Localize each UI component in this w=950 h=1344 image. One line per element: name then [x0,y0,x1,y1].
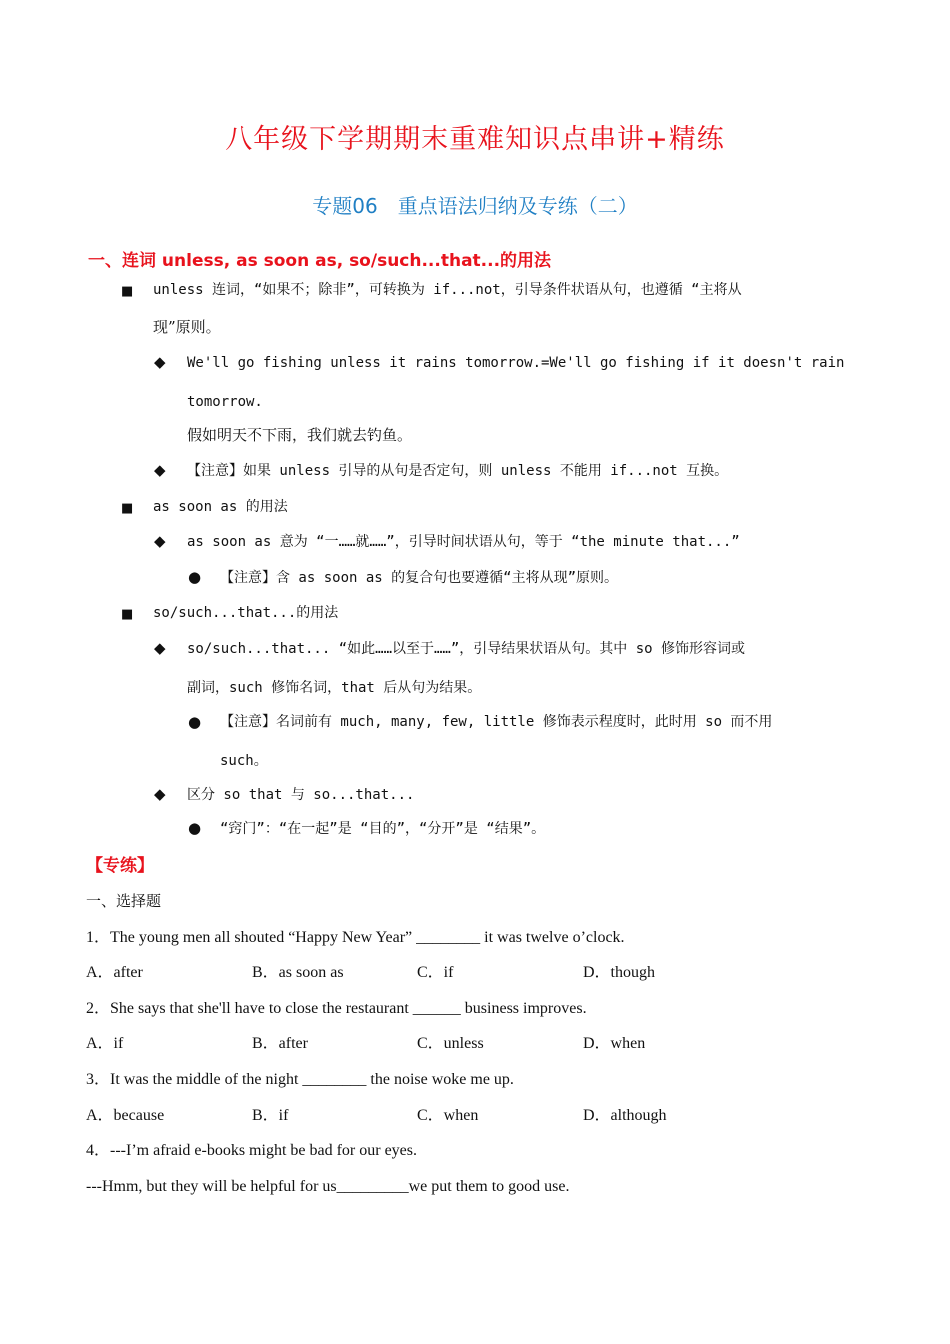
question-3-option-d: D．although [583,1107,667,1124]
unless-example-translation: 假如明天不下雨，我们就去钓鱼。 [187,426,413,444]
unless-example-line1: We'll go fishing unless it rains tomorrow.=We'll go fishing if it doesn't rain [187,355,845,371]
question-1-option-c: C．if [417,964,454,981]
square-bullet-icon: ■ [121,607,134,622]
question-2-option-c: C．unless [417,1035,484,1052]
section-heading: 一、连词 unless, as soon as, so/such...that...的用法 [88,251,552,271]
dot-bullet-icon: ● [188,819,202,837]
as-soon-as-note: 【注意】含 as soon as 的复合句也要遵循“主将从现”原则。 [220,570,619,586]
diamond-bullet-icon: ◆ [154,461,166,479]
question-2-option-b: B．after [252,1035,308,1052]
question-3-option-b: B．if [252,1107,289,1124]
as-soon-as-label: as soon as 的用法 [153,499,288,515]
diamond-bullet-icon: ◆ [154,639,166,657]
question-3-stem: 3．It was the middle of the night ________ the noise woke me up. [86,1071,514,1088]
question-1-stem: 1．The young men all shouted “Happy New Year” ________ it was twelve o’clock. [86,929,625,946]
square-bullet-icon: ■ [121,501,134,516]
question-3-option-a: A．because [86,1107,165,1124]
square-bullet-icon: ■ [121,284,134,299]
question-2-option-a: A．if [86,1035,124,1052]
diamond-bullet-icon: ◆ [154,532,166,550]
so-such-note-line1: 【注意】名词前有 much, many, few, little 修饰表示程度时，此时用 so 而不用 [220,714,773,730]
practice-heading: 【专练】 [86,856,154,876]
unless-note: 【注意】如果 unless 引导的从句是否定句，则 unless 不能用 if...not 互换。 [187,463,729,479]
unless-definition-line2: 现”原则。 [153,318,221,336]
question-1-option-b: B．as soon as [252,964,344,981]
question-3-option-c: C．when [417,1107,479,1124]
so-such-label: so/such...that...的用法 [153,605,339,621]
practice-part-title: 一、选择题 [86,892,162,910]
so-that-tip: “窍门”：“在一起”是 “目的”，“分开”是 “结果”。 [220,821,546,837]
as-soon-as-meaning: as soon as 意为 “一……就……”，引导时间状语从句，等于 “the minute that...” [187,534,740,550]
document-subtitle: 专题06 重点语法归纳及专练（二） [312,194,638,218]
so-that-distinguish: 区分 so that 与 so...that... [187,787,415,803]
question-2-option-d: D．when [583,1035,646,1052]
dot-bullet-icon: ● [188,568,202,586]
question-1-option-a: A．after [86,964,143,981]
diamond-bullet-icon: ◆ [154,785,166,803]
unless-example-line2: tomorrow. [187,394,263,410]
diamond-bullet-icon: ◆ [154,353,166,371]
unless-definition-line1: unless 连词，“如果不；除非”，可转换为 if...not，引导条件状语从句，也遵循 “主将从 [153,282,742,298]
question-2-stem: 2．She says that she'll have to close the restaurant ______ business improves. [86,1000,587,1017]
document-title: 八年级下学期期末重难知识点串讲+精练 [225,124,725,155]
so-such-note-line2: such。 [220,753,268,769]
so-such-meaning-line1: so/such...that... “如此……以至于……”，引导结果状语从句。其中 so 修饰形容词或 [187,641,746,657]
question-4-stem: 4．---I’m afraid e-books might be bad for our eyes. [86,1142,418,1159]
question-4-stem-line2: ---Hmm, but they will be helpful for us_________we put them to good use. [86,1178,570,1195]
so-such-meaning-line2: 副词，such 修饰名词，that 后从句为结果。 [187,680,482,696]
dot-bullet-icon: ● [188,713,202,731]
question-1-option-d: D．though [583,964,656,981]
